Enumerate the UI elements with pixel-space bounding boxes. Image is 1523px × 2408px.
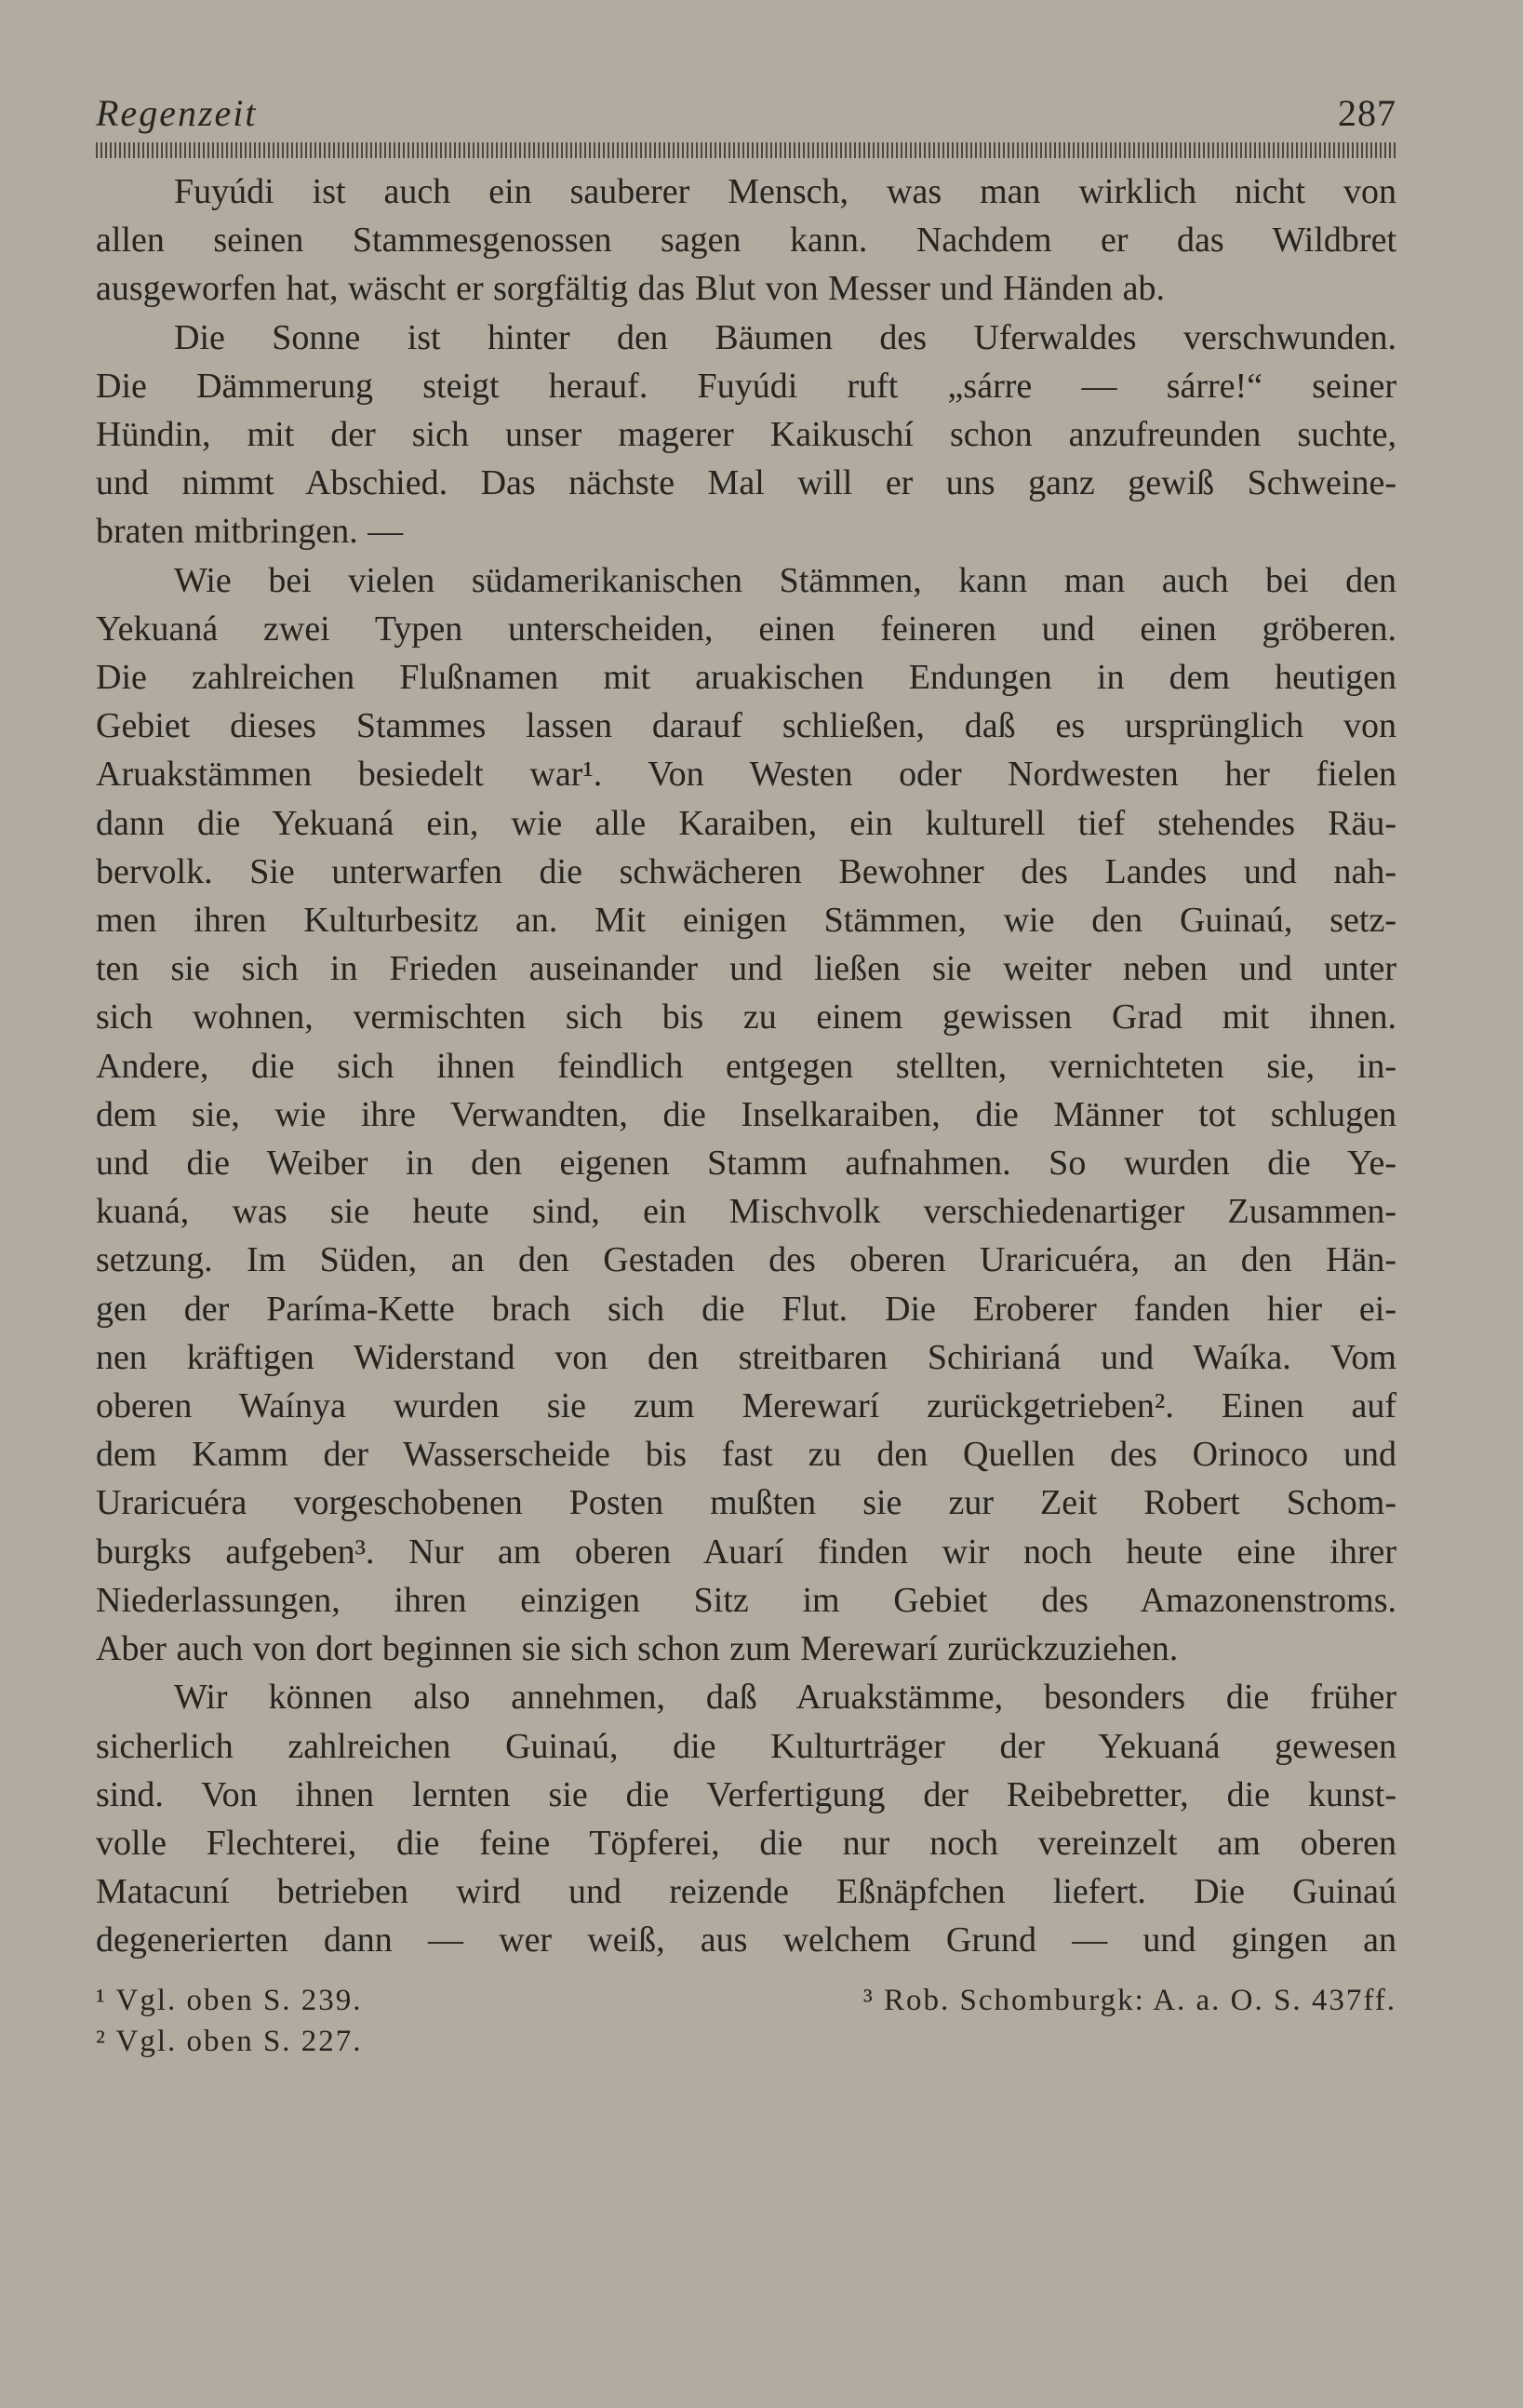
text-line: Aruakstämmen besiedelt war¹. Von Westen oder Nordwesten her fielen [96, 755, 1396, 795]
text-line: Wir können also annehmen, daß Aruakstämme, besonders die früher [174, 1678, 1396, 1718]
text-line: dann die Yekuaná ein, wie alle Karaiben, ein kulturell tief stehendes Räu- [96, 803, 1396, 843]
text-line: Die Sonne ist hinter den Bäumen des Uferwaldes verschwunden. [174, 317, 1396, 357]
running-title: Regenzeit [96, 92, 258, 134]
text-line: oberen Waínya wurden sie zum Merewarí zurückgetrieben². Einen auf [96, 1386, 1396, 1426]
text-line: volle Flechterei, die feine Töpferei, die nur noch vereinzelt am oberen [96, 1823, 1396, 1863]
text-line: men ihren Kulturbesitz an. Mit einigen Stämmen, wie den Guinaú, setz- [96, 901, 1396, 941]
page-number: 287 [1338, 92, 1396, 134]
footnotes [96, 1980, 1396, 2062]
body-text [96, 167, 1396, 1965]
text-line: ten sie sich in Frieden auseinander und ließen sie weiter neben und unter [96, 949, 1396, 989]
text-line: dem Kamm der Wasserscheide bis fast zu den Quellen des Orinoco und [96, 1435, 1396, 1475]
ornamental-rule [96, 142, 1396, 158]
footnote-3: ³ Rob. Schomburgk: A. a. O. S. 437ff. [862, 1984, 1396, 2017]
text-line: Hündin, mit der sich unser magerer Kaikuschí schon anzufreunden suchte, [96, 415, 1396, 455]
text-line: ausgeworfen hat, wäscht er sorgfältig das Blut von Messer und Händen ab. [96, 269, 1165, 309]
text-line: setzung. Im Süden, an den Gestaden des oberen Uraricuéra, an den Hän- [96, 1240, 1396, 1280]
text-line: Matacuní betrieben wird und reizende Eßnäpfchen liefert. Die Guinaú [96, 1872, 1396, 1912]
text-line: gen der Paríma-Kette brach sich die Flut. Die Eroberer fanden hier ei- [96, 1289, 1396, 1329]
footnote-row [96, 2021, 1396, 2062]
text-line: Wie bei vielen südamerikanischen Stämmen, kann man auch bei den [174, 560, 1396, 600]
footnote-2: ² Vgl. oben S. 227. [96, 2025, 363, 2058]
text-line: allen seinen Stammesgenossen sagen kann. Nachdem er das Wildbret [96, 221, 1396, 261]
text-line: Aber auch von dort beginnen sie sich schon zum Merewarí zurückzuziehen. [96, 1629, 1179, 1669]
text-line: bervolk. Sie unterwarfen die schwächeren Bewohner des Landes und nah- [96, 851, 1396, 891]
text-line: degenerierten dann — wer weiß, aus welchem Grund — und gingen an [96, 1920, 1396, 1960]
text-line: burgks aufgeben³. Nur am oberen Auarí finden wir noch heute eine ihrer [96, 1532, 1396, 1572]
text-line: sich wohnen, vermischten sich bis zu einem gewissen Grad mit ihnen. [96, 997, 1396, 1037]
footnote-row [96, 1980, 1396, 2021]
text-line: Uraricuéra vorgeschobenen Posten mußten sie zur Zeit Robert Schom- [96, 1483, 1396, 1523]
text-line: Andere, die sich ihnen feindlich entgegen stellten, vernichteten sie, in- [96, 1046, 1396, 1086]
text-line: dem sie, wie ihre Verwandten, die Inselkaraiben, die Männer tot schlugen [96, 1094, 1396, 1134]
text-line: Die Dämmerung steigt herauf. Fuyúdi ruft „sárre — sárre!“ seiner [96, 366, 1396, 406]
text-line: und nimmt Abschied. Das nächste Mal will er uns ganz gewiß Schweine- [96, 463, 1396, 503]
text-line: Gebiet dieses Stammes lassen darauf schließen, daß es ursprünglich von [96, 706, 1396, 746]
text-line: sind. Von ihnen lernten sie die Verfertigung der Reibebretter, die kunst- [96, 1774, 1396, 1814]
text-line: Yekuaná zwei Typen unterscheiden, einen feineren und einen gröberen. [96, 609, 1396, 649]
text-line: Die zahlreichen Flußnamen mit aruakischen Endungen in dem heutigen [96, 658, 1396, 698]
text-line: und die Weiber in den eigenen Stamm aufnahmen. So wurden die Ye- [96, 1144, 1396, 1184]
text-line: kuaná, was sie heute sind, ein Mischvolk verschiedenartiger Zusammen- [96, 1192, 1396, 1232]
page-header [96, 91, 1396, 135]
text-line: nen kräftigen Widerstand von den streitbaren Schirianá und Waíka. Vom [96, 1337, 1396, 1377]
text-line: Fuyúdi ist auch ein sauberer Mensch, was man wirklich nicht von [174, 172, 1396, 211]
text-line: braten mitbringen. — [96, 512, 404, 552]
text-line: sicherlich zahlreichen Guinaú, die Kulturträger der Yekuaná gewesen [96, 1726, 1396, 1766]
text-line: Niederlassungen, ihren einzigen Sitz im Gebiet des Amazonenstroms. [96, 1580, 1396, 1620]
footnote-1: ¹ Vgl. oben S. 239. [96, 1984, 363, 2017]
